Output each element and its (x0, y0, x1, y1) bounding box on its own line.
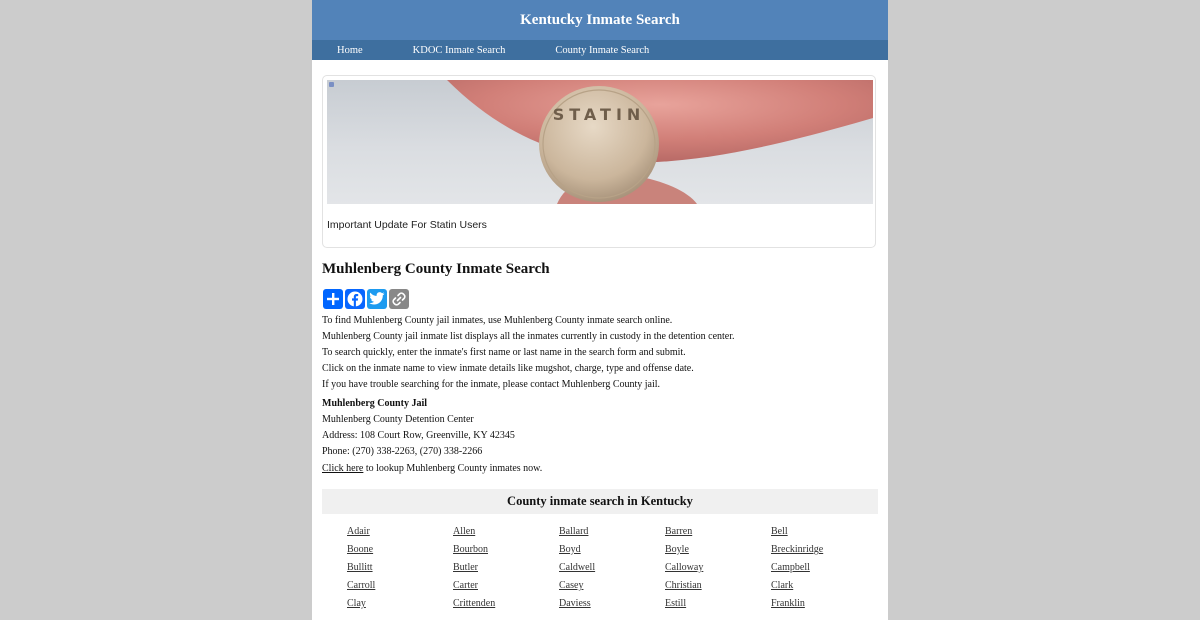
county-link[interactable]: Calloway (665, 562, 704, 573)
county-link[interactable]: Butler (453, 562, 478, 573)
ad-choices-icon[interactable] (329, 82, 334, 87)
nav-item-county-inmate-search[interactable]: County Inmate Search (555, 44, 650, 56)
county-link[interactable]: Franklin (771, 598, 805, 609)
county-link[interactable]: Ballard (559, 526, 589, 537)
jail-address: Address: 108 Court Row, Greenville, KY 42345 (322, 430, 515, 441)
jail-info (322, 396, 515, 460)
county-section-header (322, 489, 878, 514)
main-nav (312, 40, 888, 60)
page-title: Muhlenberg County Inmate Search (322, 261, 550, 277)
lookup-line (322, 463, 542, 474)
county-link[interactable]: Boyle (665, 544, 689, 555)
county-link[interactable]: Boyd (559, 544, 581, 555)
county-link[interactable]: Carroll (347, 580, 376, 591)
copy-link-icon (392, 292, 406, 306)
ad-card[interactable] (322, 75, 876, 248)
county-link[interactable]: Allen (453, 526, 476, 537)
ad-image[interactable] (327, 80, 873, 204)
county-link[interactable]: Carter (453, 580, 478, 591)
county-link[interactable]: Christian (665, 580, 702, 591)
jail-name: Muhlenberg County Jail (322, 398, 428, 409)
county-link[interactable]: Campbell (771, 562, 810, 573)
jail-facility: Muhlenberg County Detention Center (322, 414, 474, 425)
share-facebook-button[interactable] (345, 289, 365, 309)
county-link[interactable]: Casey (559, 580, 584, 591)
jail-phone: Phone: (270) 338-2263, (270) 338-2266 (322, 446, 483, 457)
county-link[interactable]: Caldwell (559, 562, 596, 573)
intro-text (322, 313, 735, 393)
site-header (312, 0, 888, 40)
county-link[interactable]: Crittenden (453, 598, 496, 609)
facebook-icon (347, 291, 363, 307)
county-link[interactable]: Bell (771, 526, 788, 537)
county-link[interactable]: Clark (771, 580, 794, 591)
copy-link-button[interactable] (389, 289, 409, 309)
intro-line: Click on the inmate name to view inmate details like mugshot, charge, type and offense date. (322, 363, 694, 374)
twitter-icon (369, 292, 385, 306)
site-title[interactable]: Kentucky Inmate Search (520, 11, 680, 28)
county-grid (347, 526, 877, 616)
lookup-text: to lookup Muhlenberg County inmates now. (363, 463, 543, 474)
share-twitter-button[interactable] (367, 289, 387, 309)
intro-line: To search quickly, enter the inmate's first name or last name in the search form and submit. (322, 347, 686, 358)
nav-item-home[interactable]: Home (337, 44, 363, 56)
county-link[interactable]: Bullitt (347, 562, 373, 573)
click-here-link[interactable]: Click here (322, 463, 364, 474)
statin-pill-illustration (327, 80, 873, 204)
ad-caption[interactable]: Important Update For Statin Users (327, 219, 487, 231)
county-link[interactable]: Estill (665, 598, 687, 609)
plus-icon (326, 292, 340, 306)
nav-item-kdoc-inmate-search[interactable]: KDOC Inmate Search (412, 44, 506, 56)
county-section-title: County inmate search in Kentucky (507, 494, 693, 508)
county-link[interactable]: Boone (347, 544, 374, 555)
intro-line: Muhlenberg County jail inmate list displays all the inmates currently in custody in the detention center. (322, 331, 735, 342)
county-link[interactable]: Adair (347, 526, 370, 537)
county-link[interactable]: Breckinridge (771, 544, 824, 555)
county-link[interactable]: Bourbon (453, 544, 488, 555)
intro-line: To find Muhlenberg County jail inmates, use Muhlenberg County inmate search online. (322, 315, 673, 326)
intro-line: If you have trouble searching for the inmate, please contact Muhlenberg County jail. (322, 379, 661, 390)
share-more-button[interactable] (323, 289, 343, 309)
county-link[interactable]: Barren (665, 526, 693, 537)
pill-imprint: STATIN (552, 105, 646, 124)
page-container (312, 0, 888, 620)
county-link[interactable]: Clay (347, 598, 366, 609)
share-bar (323, 289, 409, 309)
county-link[interactable]: Daviess (559, 598, 591, 609)
